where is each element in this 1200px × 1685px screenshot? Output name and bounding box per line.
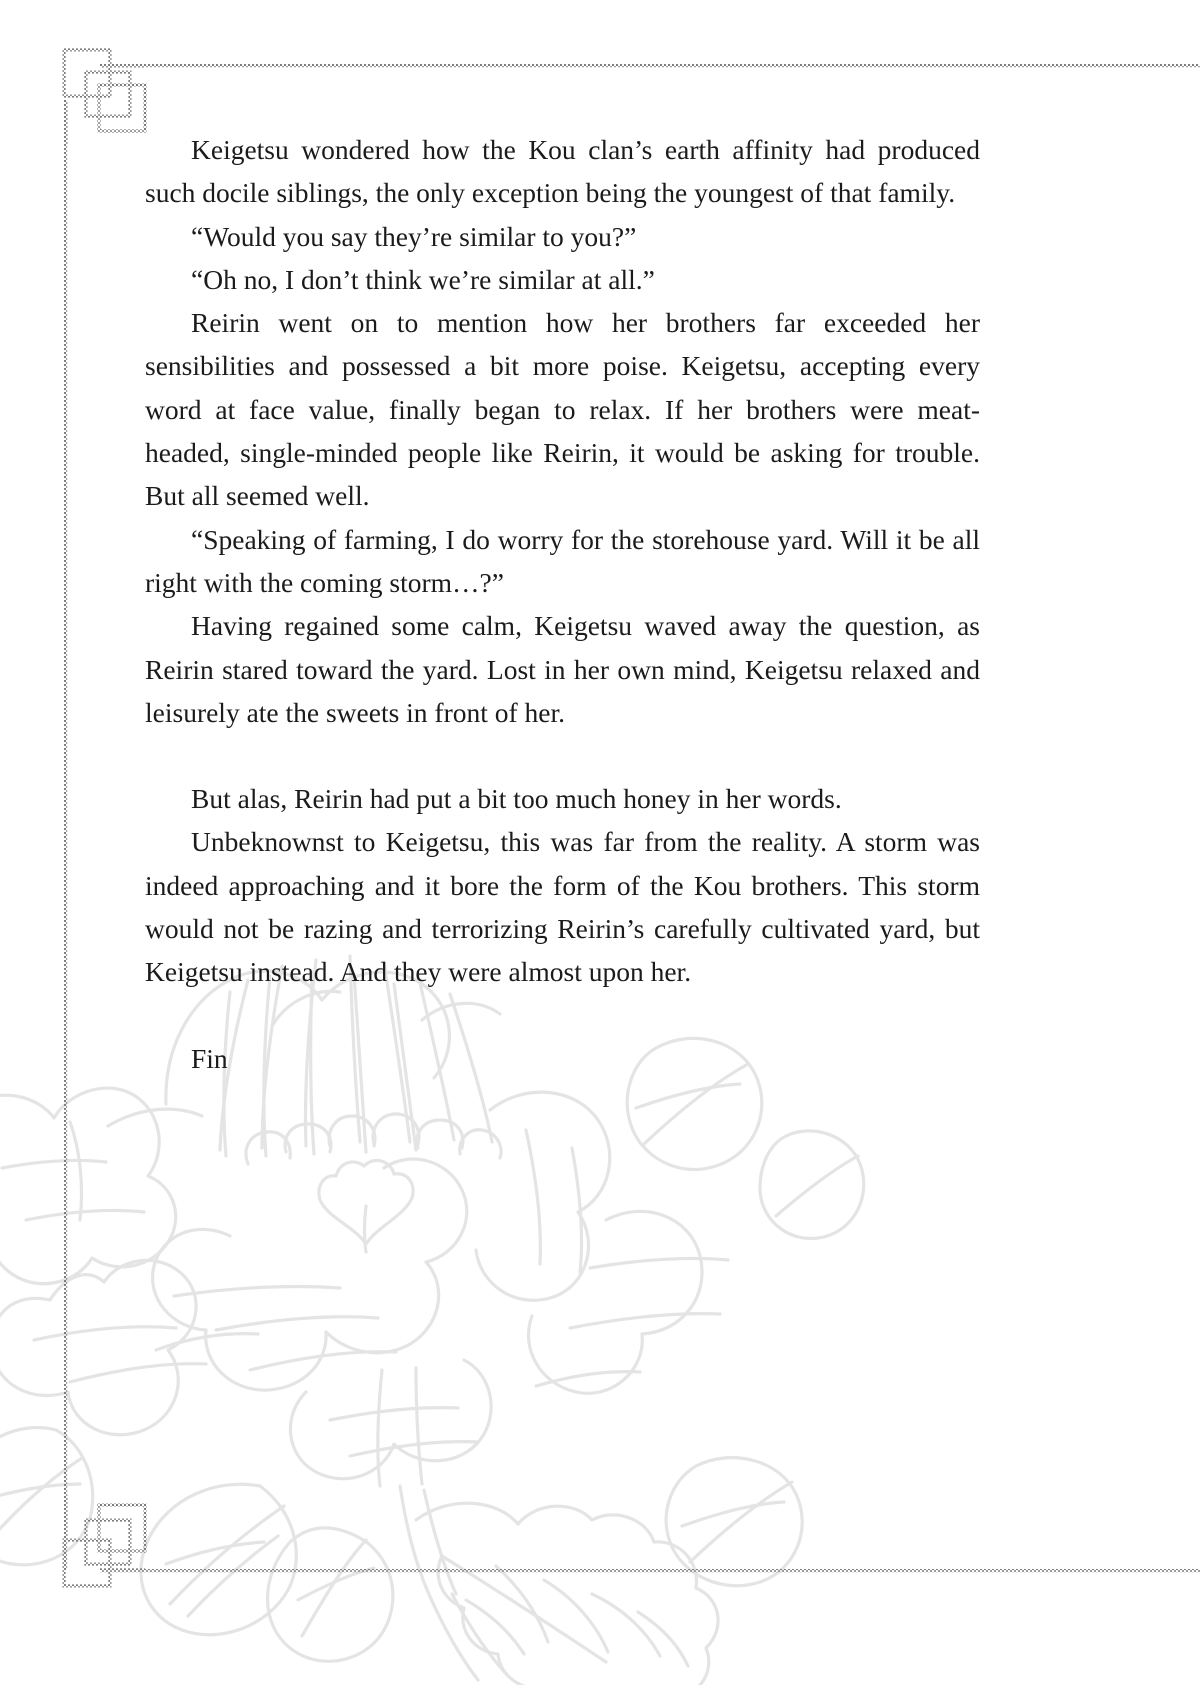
paragraph: Unbeknownst to Keigetsu, this was far from the reality. A storm was indeed approaching and it bore the form of the Kou brothers. This storm would not be razing and terrorizing Reirin’s carefully cultivated yard, but Keigetsu instead. And they were almost upon her. [145, 826, 980, 988]
paragraph: But alas, Reirin had put a bit too much honey in her words. [191, 783, 842, 815]
paragraph: “Speaking of farming, I do worry for the storehouse yard. Will it be all right with the coming storm…?” [145, 523, 980, 598]
corner-ornament-bottom-left [64, 1495, 145, 1586]
paragraph: Having regained some calm, Keigetsu waved away the question, as Reirin stared toward the yard. Lost in her own mind, Keigetsu relaxed and leisurely ate the sweets in front of her. [145, 610, 980, 728]
paragraph: Reirin went on to mention how her brothers far exceeded her sensibilities and possessed a bit more poise. Keigetsu, accepting every word at face value, finally began to relax. If her brothers were meat-headed, single-minded people like Reirin, it would be asking for trouble. But all seemed well. [145, 307, 980, 512]
body-text-column [145, 128, 980, 1080]
paragraph: “Would you say they’re similar to you?” [191, 220, 637, 252]
end-marker: Fin [191, 1042, 228, 1074]
paragraph: Keigetsu wondered how the Kou clan’s earth affinity had produced such docile siblings, the only exception being the youngest of that family. [145, 134, 980, 209]
corner-ornament-top-left [64, 50, 145, 145]
paragraph: “Oh no, I don’t think we’re similar at all.” [191, 263, 655, 295]
